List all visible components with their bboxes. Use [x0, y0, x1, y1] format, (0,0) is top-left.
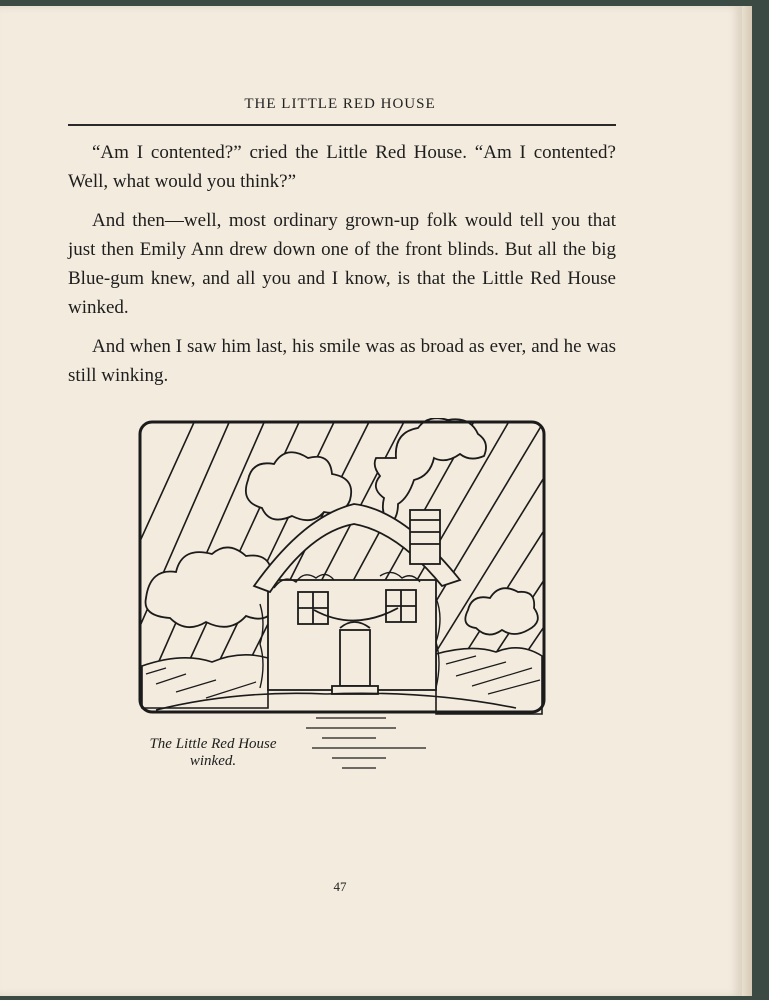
cloud-right — [465, 588, 538, 634]
chimney — [410, 510, 440, 564]
door — [340, 630, 370, 686]
header-rule — [68, 124, 616, 126]
page-number: 47 — [333, 879, 347, 894]
smoke-cloud — [375, 418, 486, 524]
book-page — [0, 6, 742, 996]
body-text — [68, 138, 616, 400]
paragraph-3: And when I saw him last, his smile was as broad as ever, and he was still winking. — [68, 336, 616, 386]
caption-line-1: The Little Red House — [149, 736, 277, 752]
paragraph-1: “Am I contented?” cried the Little Red House. “Am I contented? Well, what would you think?” — [68, 142, 616, 192]
caption-line-2: winked. — [189, 753, 237, 769]
page-edge — [742, 6, 752, 996]
illustration-caption — [128, 736, 298, 770]
running-head: THE LITTLE RED HOUSE — [244, 96, 436, 112]
paragraph-2: And then—well, most ordinary grown-up folk would tell you that just then Emily Ann drew down one of the front blinds. But all the big Blue-gum knew, and all you and I know, is that the Little Red House winked. — [68, 210, 616, 318]
house — [254, 504, 460, 694]
house-illustration — [136, 418, 548, 784]
reflection — [306, 718, 426, 768]
